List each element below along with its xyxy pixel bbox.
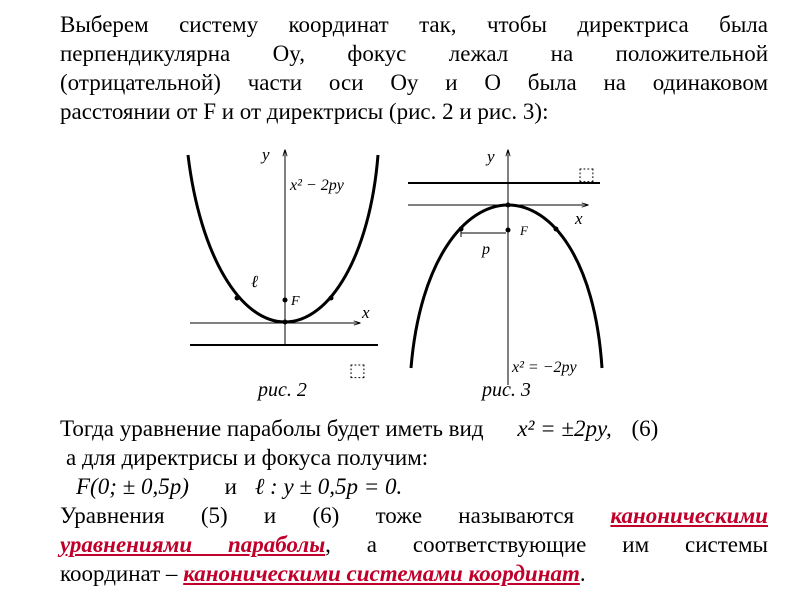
fig3-point-right — [554, 227, 559, 232]
conclusion-text-3: координат – — [60, 561, 178, 586]
fig2-vertex — [283, 320, 288, 325]
fig2-parabola — [188, 155, 378, 322]
equation-line-3 — [76, 472, 402, 501]
conclusion-line-3 — [60, 559, 768, 588]
conclusion-text-1: Уравнения (5) и (6) тоже называются — [60, 503, 575, 528]
equation-intro-text: Тогда уравнение параболы будет иметь вид — [60, 416, 484, 441]
fig3-p-label: p — [482, 241, 490, 258]
fig3-y-label: y — [487, 147, 495, 166]
fig3-curve-label: x² = −2py — [512, 359, 577, 376]
focus-formula: F(0; ± 0,5p) — [76, 474, 189, 499]
equation-line-2: а для директрисы и фокуса получим: — [66, 445, 429, 470]
fig2-point-left — [235, 296, 240, 301]
fig3-glyph: ⬚ — [578, 164, 596, 184]
conjunction-and: и — [224, 474, 237, 499]
intro-line-4: расстоянии от F и от директрисы (рис. 2 и рис. 3): — [60, 99, 549, 124]
equation-line-1 — [60, 414, 658, 443]
term-canonical-systems: каноническими системами координат — [183, 561, 580, 586]
fig2-x-label: x — [362, 303, 370, 322]
parabola-equation: x² = ±2py, — [517, 416, 612, 441]
term-canonical-equations: уравнениями параболы — [60, 532, 326, 557]
conclusion-period: . — [579, 561, 586, 586]
fig2-y-label: y — [262, 145, 270, 164]
conclusion-text-2: , а соответствующие им системы — [325, 532, 769, 557]
fig2-glyph: ⬚ — [349, 360, 367, 380]
fig2-focus-label: F — [291, 294, 300, 309]
fig3-x-label: x — [575, 209, 583, 228]
fig2-caption: рис. 2 — [258, 379, 307, 401]
directrix-formula: ℓ : y ± 0,5p = 0. — [254, 474, 403, 499]
fig2-curve-label: x² − 2py — [290, 177, 344, 194]
fig3-caption: рис. 3 — [482, 379, 531, 401]
fig3-focus-label: F — [520, 223, 528, 238]
conclusion-paragraph — [60, 501, 768, 588]
intro-line-2: перпендикулярна Oy, фокус лежал на положительной — [60, 41, 768, 66]
intro-line-1: Выберем систему координат так, чтобы директриса была — [60, 12, 768, 37]
fig3-point-left — [459, 227, 464, 232]
term-canonical: каноническими — [610, 503, 769, 528]
fig3-focus — [506, 228, 511, 233]
figure-2 — [188, 145, 378, 401]
intro-line-3: (отрицательной) части оси Oy и O была на одинаковом — [60, 70, 768, 95]
fig2-focus — [283, 298, 288, 303]
fig2-line-label: ℓ — [251, 272, 259, 291]
equation-number: (6) — [631, 416, 659, 441]
fig2-point-right — [329, 296, 334, 301]
conclusion-line-2 — [60, 530, 768, 559]
figure-3 — [408, 147, 602, 401]
fig3-vertex — [506, 203, 511, 208]
conclusion-line-1 — [60, 501, 768, 530]
